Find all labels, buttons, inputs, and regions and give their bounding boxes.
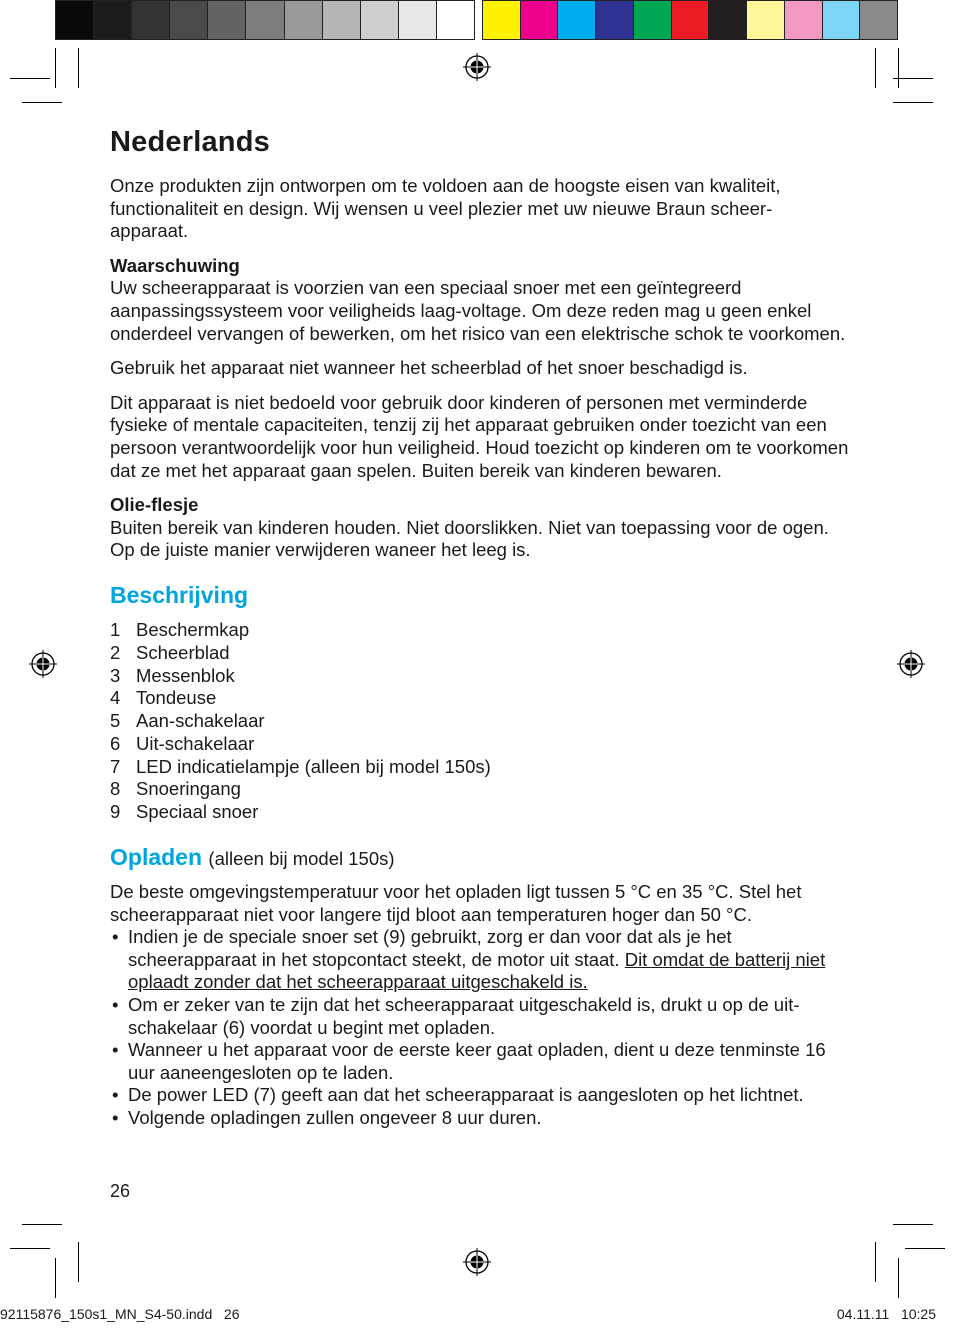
crop-mark [22,102,62,103]
list-item: • Volgende opladingen zullen ongeveer 8 uur duren. [110,1107,850,1130]
crop-mark [898,1258,899,1298]
color-swatch [785,1,823,39]
charging-bullets [110,926,850,1129]
list-item: • Om er zeker van te zijn dat het scheerapparaat uitgeschakeld is, drukt u op de uit-schakelaar (6) voordat u begint met opladen. [110,994,850,1039]
warning-paragraph-3: Dit apparaat is niet bedoeld voor gebruik door kinderen of personen met verminderde fysieke of mentale capaciteiten, tenzij zij het apparaat gebruiken onder toezicht van een persoon verantwoordelijk voor hun veiligheid. Houd toezicht op kinderen om te voorkomen dat ze met het apparaat gaan spelen. Buiten bereik van kinderen bewaren. [110,391,849,481]
color-swatch [823,1,861,39]
oil-heading: Olie-flesje [110,494,199,516]
list-item: 9 Speciaal snoer [110,801,259,823]
warning-section [110,255,850,345]
list-item: 4 Tondeuse [110,687,217,709]
color-swatch [361,1,399,39]
color-swatch [94,1,132,39]
registration-mark-icon [896,649,926,679]
page-title: Nederlands [110,126,270,158]
list-item: 3 Messenblok [110,664,235,686]
color-swatch [323,1,361,39]
list-item: 2 Scheerblad [110,641,230,663]
charging-heading-note: (alleen bij model 150s) [208,848,395,870]
registration-mark-icon [462,1247,492,1277]
color-swatch [596,1,634,39]
list-item: • De power LED (7) geeft aan dat het scheerapparaat is aangesloten op het lichtnet. [110,1084,850,1107]
crop-mark [875,48,876,88]
registration-mark-icon [28,649,58,679]
footer-filename: 92115876_150s1_MN_S4-50.indd 26 [0,1306,240,1322]
crop-mark [893,1224,933,1225]
color-swatch [399,1,437,39]
color-swatch [747,1,785,39]
color-swatch [56,1,94,39]
charging-intro: De beste omgevingstemperatuur voor het opladen ligt tussen 5 °C en 35 °C. Stel het scheerapparaat niet voor langere tijd bloot aan temperaturen hoger dan 50 °C. [110,881,802,925]
warning-heading: Waarschuwing [110,254,240,276]
crop-mark [55,48,56,88]
color-swatch [672,1,710,39]
charging-heading: Opladen (alleen bij model 150s) [110,844,395,871]
color-swatch [521,1,559,39]
color-calibration-bar [482,0,898,40]
color-swatch [246,1,284,39]
color-swatch [709,1,747,39]
list-item: • Wanneer u het apparaat voor de eerste keer gaat opladen, dient u deze tenminste 16 uur aaneengesloten op te laden. [110,1039,850,1084]
crop-mark [78,1242,79,1282]
warning-paragraph-2: Gebruik het apparaat niet wanneer het scheerblad of het snoer beschadigd is. [110,357,748,379]
color-swatch [483,1,521,39]
page-number: 26 [110,1181,131,1201]
color-swatch [634,1,672,39]
grayscale-calibration-bar [55,0,475,40]
crop-mark [10,1248,50,1249]
oil-text: Buiten bereik van kinderen houden. Niet doorslikken. Niet van toepassing voor de ogen. Op de juiste manier verwijderen waneer het leeg is. [110,516,829,561]
crop-mark [55,1258,56,1298]
list-item: 7 LED indicatielampje (alleen bij model 150s) [110,755,491,777]
color-swatch [132,1,170,39]
list-item: • Indien je de speciale snoer set (9) gebruikt, zorg er dan voor dat als je het scheerapparaat in het stopcontact steekt, de motor uit staat. Dit omdat de batterij niet oplaadt zonder dat het scheerapparaat uitgeschakeld is. [110,926,850,994]
color-swatch [860,1,897,39]
parts-list [110,619,850,824]
crop-mark [78,48,79,88]
crop-mark [875,1242,876,1282]
intro-paragraph: Onze produkten zijn ontworpen om te voldoen aan de hoogste eisen van kwaliteit, functionaliteit en design. Wij wensen u veel plezier met uw nieuwe Braun scheer-apparaat. [110,175,781,242]
crop-mark [22,1224,62,1225]
color-swatch [285,1,323,39]
page-content [110,126,850,1130]
footer-date: 04.11.11 10:25 [836,1306,936,1322]
list-item: 5 Aan-schakelaar [110,710,265,732]
color-swatch [558,1,596,39]
crop-mark [893,102,933,103]
warning-text: Uw scheerapparaat is voorzien van een speciaal snoer met een geïntegreerd aanpassingssysteem voor veiligheids laag-voltage. Om deze reden mag u geen enkel onderdeel vervangen of bewerken, om het risico van een elektrische schok te voorkomen. [110,277,846,344]
crop-mark [893,78,933,79]
color-swatch [208,1,246,39]
color-swatch [170,1,208,39]
list-item: 8 Snoeringang [110,778,241,800]
list-item: 1 Beschermkap [110,618,250,640]
color-swatch [437,1,474,39]
crop-mark [905,1248,945,1249]
description-heading: Beschrijving [110,581,249,608]
list-item: 6 Uit-schakelaar [110,732,255,754]
registration-mark-icon [462,52,492,82]
oil-section [110,494,850,562]
crop-mark [898,48,899,88]
crop-mark [10,78,50,79]
